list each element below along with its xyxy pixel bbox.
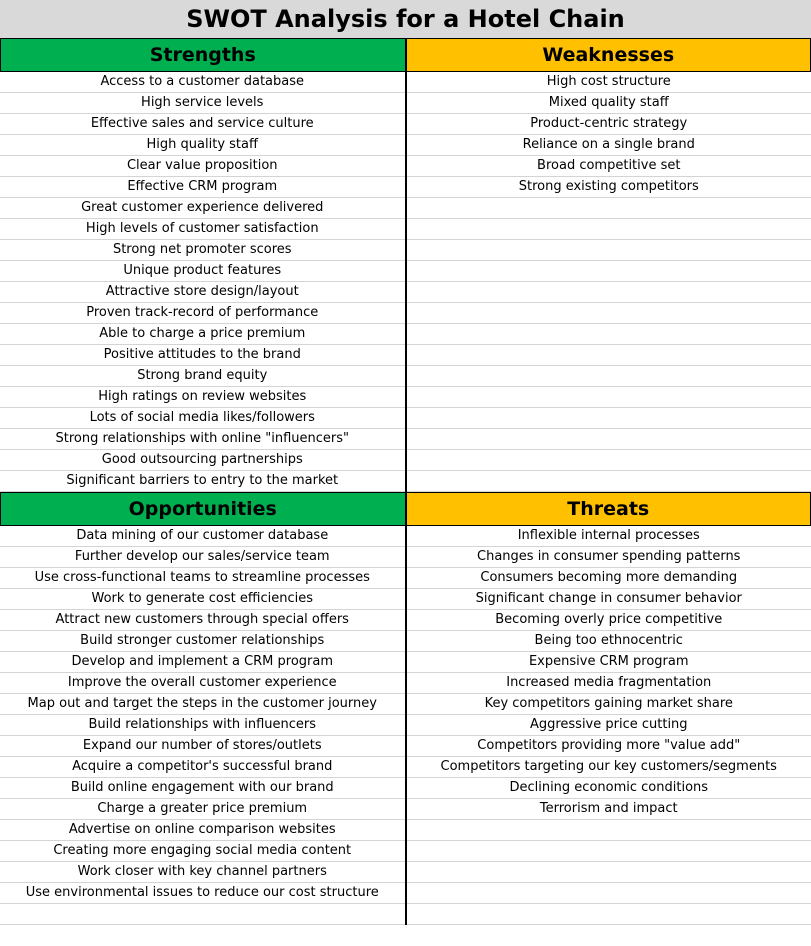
strengths-item: High service levels: [0, 93, 405, 114]
opportunities-item: Build stronger customer relationships: [0, 631, 405, 652]
strengths-item: Lots of social media likes/followers: [0, 408, 405, 429]
weaknesses-item: [407, 450, 811, 471]
threats-item: Inflexible internal processes: [407, 526, 811, 547]
threats-item: Expensive CRM program: [407, 652, 811, 673]
weaknesses-item: Mixed quality staff: [407, 93, 811, 114]
weaknesses-item: [407, 240, 811, 261]
threats-list: [407, 526, 811, 925]
opportunities-item: Further develop our sales/service team: [0, 547, 405, 568]
opportunities-item: Use environmental issues to reduce our cost structure: [0, 883, 405, 904]
threats-item: Being too ethnocentric: [407, 631, 811, 652]
strengths-item: Proven track-record of performance: [0, 303, 405, 324]
strengths-item: Clear value proposition: [0, 156, 405, 177]
strengths-item: Positive attitudes to the brand: [0, 345, 405, 366]
threats-item: [407, 841, 811, 862]
threats-item: [407, 820, 811, 841]
top-header-row: [0, 39, 811, 72]
weaknesses-item: [407, 366, 811, 387]
threats-header: Threats: [407, 493, 811, 525]
opportunities-item: Build relationships with influencers: [0, 715, 405, 736]
strengths-item: Attractive store design/layout: [0, 282, 405, 303]
threats-item: Changes in consumer spending patterns: [407, 547, 811, 568]
weaknesses-item: [407, 219, 811, 240]
weaknesses-item: [407, 387, 811, 408]
weaknesses-list: [407, 72, 811, 492]
opportunities-item: Use cross-functional teams to streamline processes: [0, 568, 405, 589]
strengths-item: Significant barriers to entry to the market: [0, 471, 405, 492]
weaknesses-item: [407, 429, 811, 450]
opportunities-item: Creating more engaging social media content: [0, 841, 405, 862]
strengths-item: Access to a customer database: [0, 72, 405, 93]
threats-item: Increased media fragmentation: [407, 673, 811, 694]
threats-item: Competitors providing more "value add": [407, 736, 811, 757]
page-title: SWOT Analysis for a Hotel Chain: [0, 0, 811, 39]
opportunities-item: Advertise on online comparison websites: [0, 820, 405, 841]
opportunities-item: Attract new customers through special offers: [0, 610, 405, 631]
opportunities-list: [0, 526, 407, 925]
strengths-header: Strengths: [0, 39, 407, 71]
weaknesses-item: Product-centric strategy: [407, 114, 811, 135]
weaknesses-item: [407, 471, 811, 492]
threats-item: [407, 904, 811, 925]
strengths-item: Able to charge a price premium: [0, 324, 405, 345]
threats-item: Significant change in consumer behavior: [407, 589, 811, 610]
strengths-item: Strong brand equity: [0, 366, 405, 387]
weaknesses-item: [407, 198, 811, 219]
threats-item: Consumers becoming more demanding: [407, 568, 811, 589]
opportunities-header: Opportunities: [0, 493, 407, 525]
threats-item: Competitors targeting our key customers/segments: [407, 757, 811, 778]
weaknesses-item: [407, 408, 811, 429]
opportunities-item: Work to generate cost efficiencies: [0, 589, 405, 610]
weaknesses-header: Weaknesses: [407, 39, 811, 71]
weaknesses-item: [407, 303, 811, 324]
threats-item: Declining economic conditions: [407, 778, 811, 799]
strengths-item: Good outsourcing partnerships: [0, 450, 405, 471]
bottom-header-row: [0, 493, 811, 526]
top-grid: [0, 72, 811, 492]
opportunities-item: Acquire a competitor's successful brand: [0, 757, 405, 778]
opportunities-item: Improve the overall customer experience: [0, 673, 405, 694]
weaknesses-item: High cost structure: [407, 72, 811, 93]
weaknesses-item: [407, 282, 811, 303]
strengths-item: High ratings on review websites: [0, 387, 405, 408]
threats-item: Aggressive price cutting: [407, 715, 811, 736]
threats-item: Key competitors gaining market share: [407, 694, 811, 715]
strengths-list: [0, 72, 407, 492]
bottom-grid: [0, 526, 811, 925]
opportunities-item: Develop and implement a CRM program: [0, 652, 405, 673]
weaknesses-item: Strong existing competitors: [407, 177, 811, 198]
strengths-item: Effective CRM program: [0, 177, 405, 198]
opportunities-item: Build online engagement with our brand: [0, 778, 405, 799]
threats-item: Becoming overly price competitive: [407, 610, 811, 631]
strengths-item: Great customer experience delivered: [0, 198, 405, 219]
weaknesses-item: Broad competitive set: [407, 156, 811, 177]
opportunities-item: Expand our number of stores/outlets: [0, 736, 405, 757]
opportunities-item: Map out and target the steps in the customer journey: [0, 694, 405, 715]
threats-item: Terrorism and impact: [407, 799, 811, 820]
strengths-item: Unique product features: [0, 261, 405, 282]
threats-item: [407, 883, 811, 904]
strengths-item: High levels of customer satisfaction: [0, 219, 405, 240]
opportunities-item: Data mining of our customer database: [0, 526, 405, 547]
weaknesses-item: [407, 324, 811, 345]
strengths-item: Strong relationships with online "influencers": [0, 429, 405, 450]
weaknesses-item: [407, 261, 811, 282]
opportunities-item: Charge a greater price premium: [0, 799, 405, 820]
weaknesses-item: [407, 345, 811, 366]
opportunities-item: [0, 904, 405, 925]
weaknesses-item: Reliance on a single brand: [407, 135, 811, 156]
strengths-item: Effective sales and service culture: [0, 114, 405, 135]
strengths-item: Strong net promoter scores: [0, 240, 405, 261]
opportunities-item: Work closer with key channel partners: [0, 862, 405, 883]
threats-item: [407, 862, 811, 883]
strengths-item: High quality staff: [0, 135, 405, 156]
